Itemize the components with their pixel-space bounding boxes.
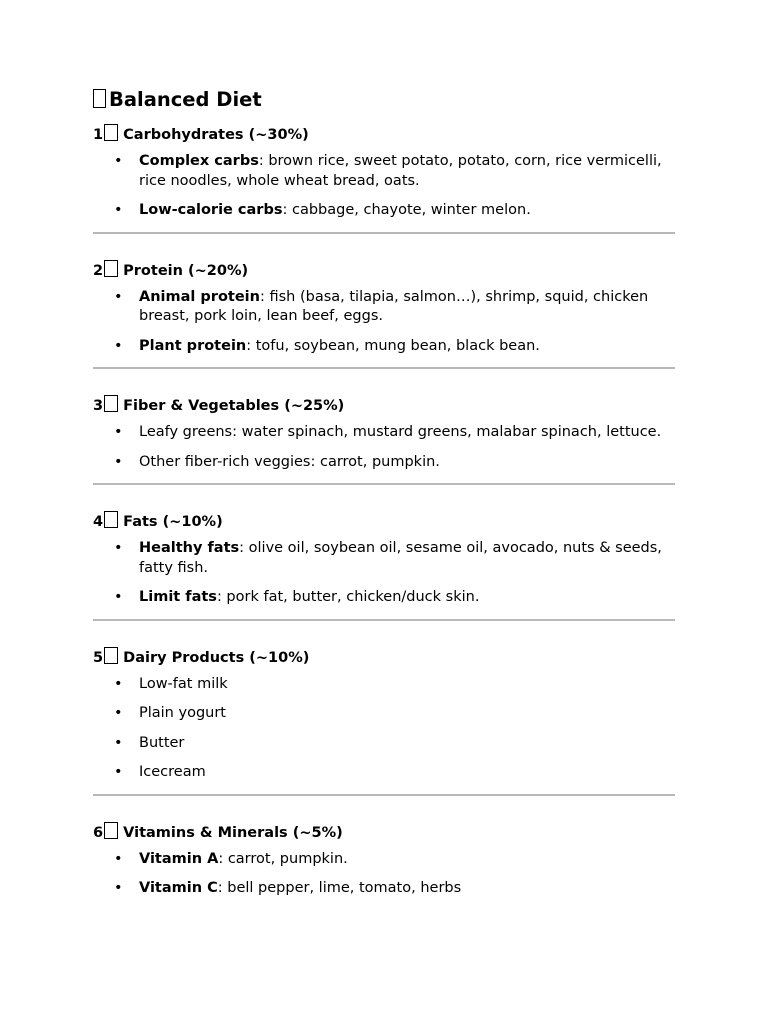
section-list <box>93 539 675 608</box>
section-divider <box>93 367 675 369</box>
section-carbohydrates <box>93 124 675 221</box>
section-divider <box>93 483 675 485</box>
section-number: 1 <box>93 127 104 143</box>
section-list <box>93 850 675 899</box>
list-item <box>93 453 675 473</box>
list-item <box>93 879 675 899</box>
section-dairy-products <box>93 647 675 783</box>
list-item <box>93 423 675 443</box>
item-text: Other fiber-rich veggies: carrot, pumpkin. <box>139 453 440 470</box>
list-item <box>93 539 675 578</box>
bullet: • <box>114 705 123 721</box>
keycap-glyph-icon <box>104 511 118 528</box>
section-heading-text: Protein (~20%) <box>123 262 249 279</box>
item-text: : brown rice, sweet potato, potato, corn, rice vermicelli, rice noodles, whole wheat bread, oats. <box>139 153 662 189</box>
section-list <box>93 423 675 472</box>
item-term: Vitamin A <box>139 850 219 867</box>
list-item <box>93 152 675 191</box>
bullet: • <box>114 337 123 354</box>
section-heading-text: Carbohydrates (~30%) <box>123 127 309 143</box>
bullet: • <box>114 424 123 440</box>
section-heading <box>93 822 675 840</box>
item-text: : cabbage, chayote, winter melon. <box>282 202 531 218</box>
section-number: 4 <box>93 514 104 530</box>
list-item <box>93 337 675 357</box>
keycap-glyph-icon <box>104 260 118 277</box>
section-number: 5 <box>93 649 104 666</box>
item-text: : bell pepper, lime, tomato, herbs <box>217 880 462 896</box>
bullet: • <box>114 675 123 692</box>
item-term: Complex carbs <box>139 153 259 169</box>
list-item <box>93 850 675 870</box>
section-protein <box>93 260 675 357</box>
list-item <box>93 704 675 724</box>
item-text: : tofu, soybean, mung bean, black bean. <box>246 337 540 354</box>
keycap-glyph-icon <box>104 822 118 839</box>
section-number: 3 <box>93 398 104 414</box>
item-text: Butter <box>139 734 185 751</box>
item-term: Animal protein <box>139 288 260 305</box>
section-number: 2 <box>93 262 104 279</box>
item-term: Vitamin C <box>139 880 218 896</box>
item-text: Leafy greens: water spinach, mustard greens, malabar spinach, lettuce. <box>139 424 662 440</box>
section-fats <box>93 511 675 608</box>
bullet: • <box>114 202 123 218</box>
missing-glyph-icon <box>93 89 106 108</box>
document-title-text: Balanced Diet <box>109 88 262 111</box>
item-term: Limit fats <box>139 589 217 605</box>
list-item <box>93 763 675 783</box>
item-text: Icecream <box>139 764 206 780</box>
document-title <box>93 88 675 112</box>
section-list <box>93 152 675 221</box>
list-item <box>93 734 675 754</box>
section-heading <box>93 260 675 278</box>
item-text: : fish (basa, tilapia, salmon…), shrimp, squid, chicken breast, pork loin, lean beef, eggs. <box>139 288 649 324</box>
list-item <box>93 288 675 327</box>
section-list <box>93 675 675 783</box>
bullet: • <box>114 288 123 305</box>
keycap-glyph-icon <box>104 124 118 141</box>
bullet: • <box>114 589 123 605</box>
list-item <box>93 201 675 221</box>
item-term: Low-calorie carbs <box>139 202 283 218</box>
section-number: 6 <box>93 824 104 841</box>
section-heading-text: Fats (~10%) <box>123 514 223 530</box>
bullet: • <box>114 764 123 780</box>
item-text: Low-fat milk <box>139 675 228 692</box>
bullet: • <box>114 453 123 470</box>
section-heading <box>93 647 675 665</box>
section-heading-text: Vitamins & Minerals (~5%) <box>123 824 343 841</box>
bullet: • <box>114 850 123 867</box>
item-text: : pork fat, butter, chicken/duck skin. <box>216 589 480 605</box>
section-list <box>93 288 675 357</box>
section-heading <box>93 511 675 529</box>
item-text: Plain yogurt <box>139 705 226 721</box>
keycap-glyph-icon <box>104 647 118 664</box>
bullet: • <box>114 734 123 751</box>
bullet: • <box>114 153 123 169</box>
section-divider <box>93 619 675 621</box>
list-item <box>93 675 675 695</box>
section-fiber-vegetables <box>93 395 675 472</box>
section-heading-text: Dairy Products (~10%) <box>123 649 310 666</box>
section-divider <box>93 232 675 234</box>
item-text: : olive oil, soybean oil, sesame oil, avocado, nuts & seeds, fatty fish. <box>139 540 662 576</box>
section-heading <box>93 395 675 413</box>
section-heading <box>93 124 675 142</box>
section-heading-text: Fiber & Vegetables (~25%) <box>123 398 345 414</box>
keycap-glyph-icon <box>104 395 118 412</box>
section-divider <box>93 794 675 796</box>
item-term: Healthy fats <box>139 540 240 556</box>
item-term: Plant protein <box>139 337 247 354</box>
bullet: • <box>114 880 123 896</box>
bullet: • <box>114 540 123 556</box>
item-text: : carrot, pumpkin. <box>218 850 348 867</box>
section-vitamins-minerals <box>93 822 675 899</box>
list-item <box>93 588 675 608</box>
document-content <box>93 86 675 899</box>
